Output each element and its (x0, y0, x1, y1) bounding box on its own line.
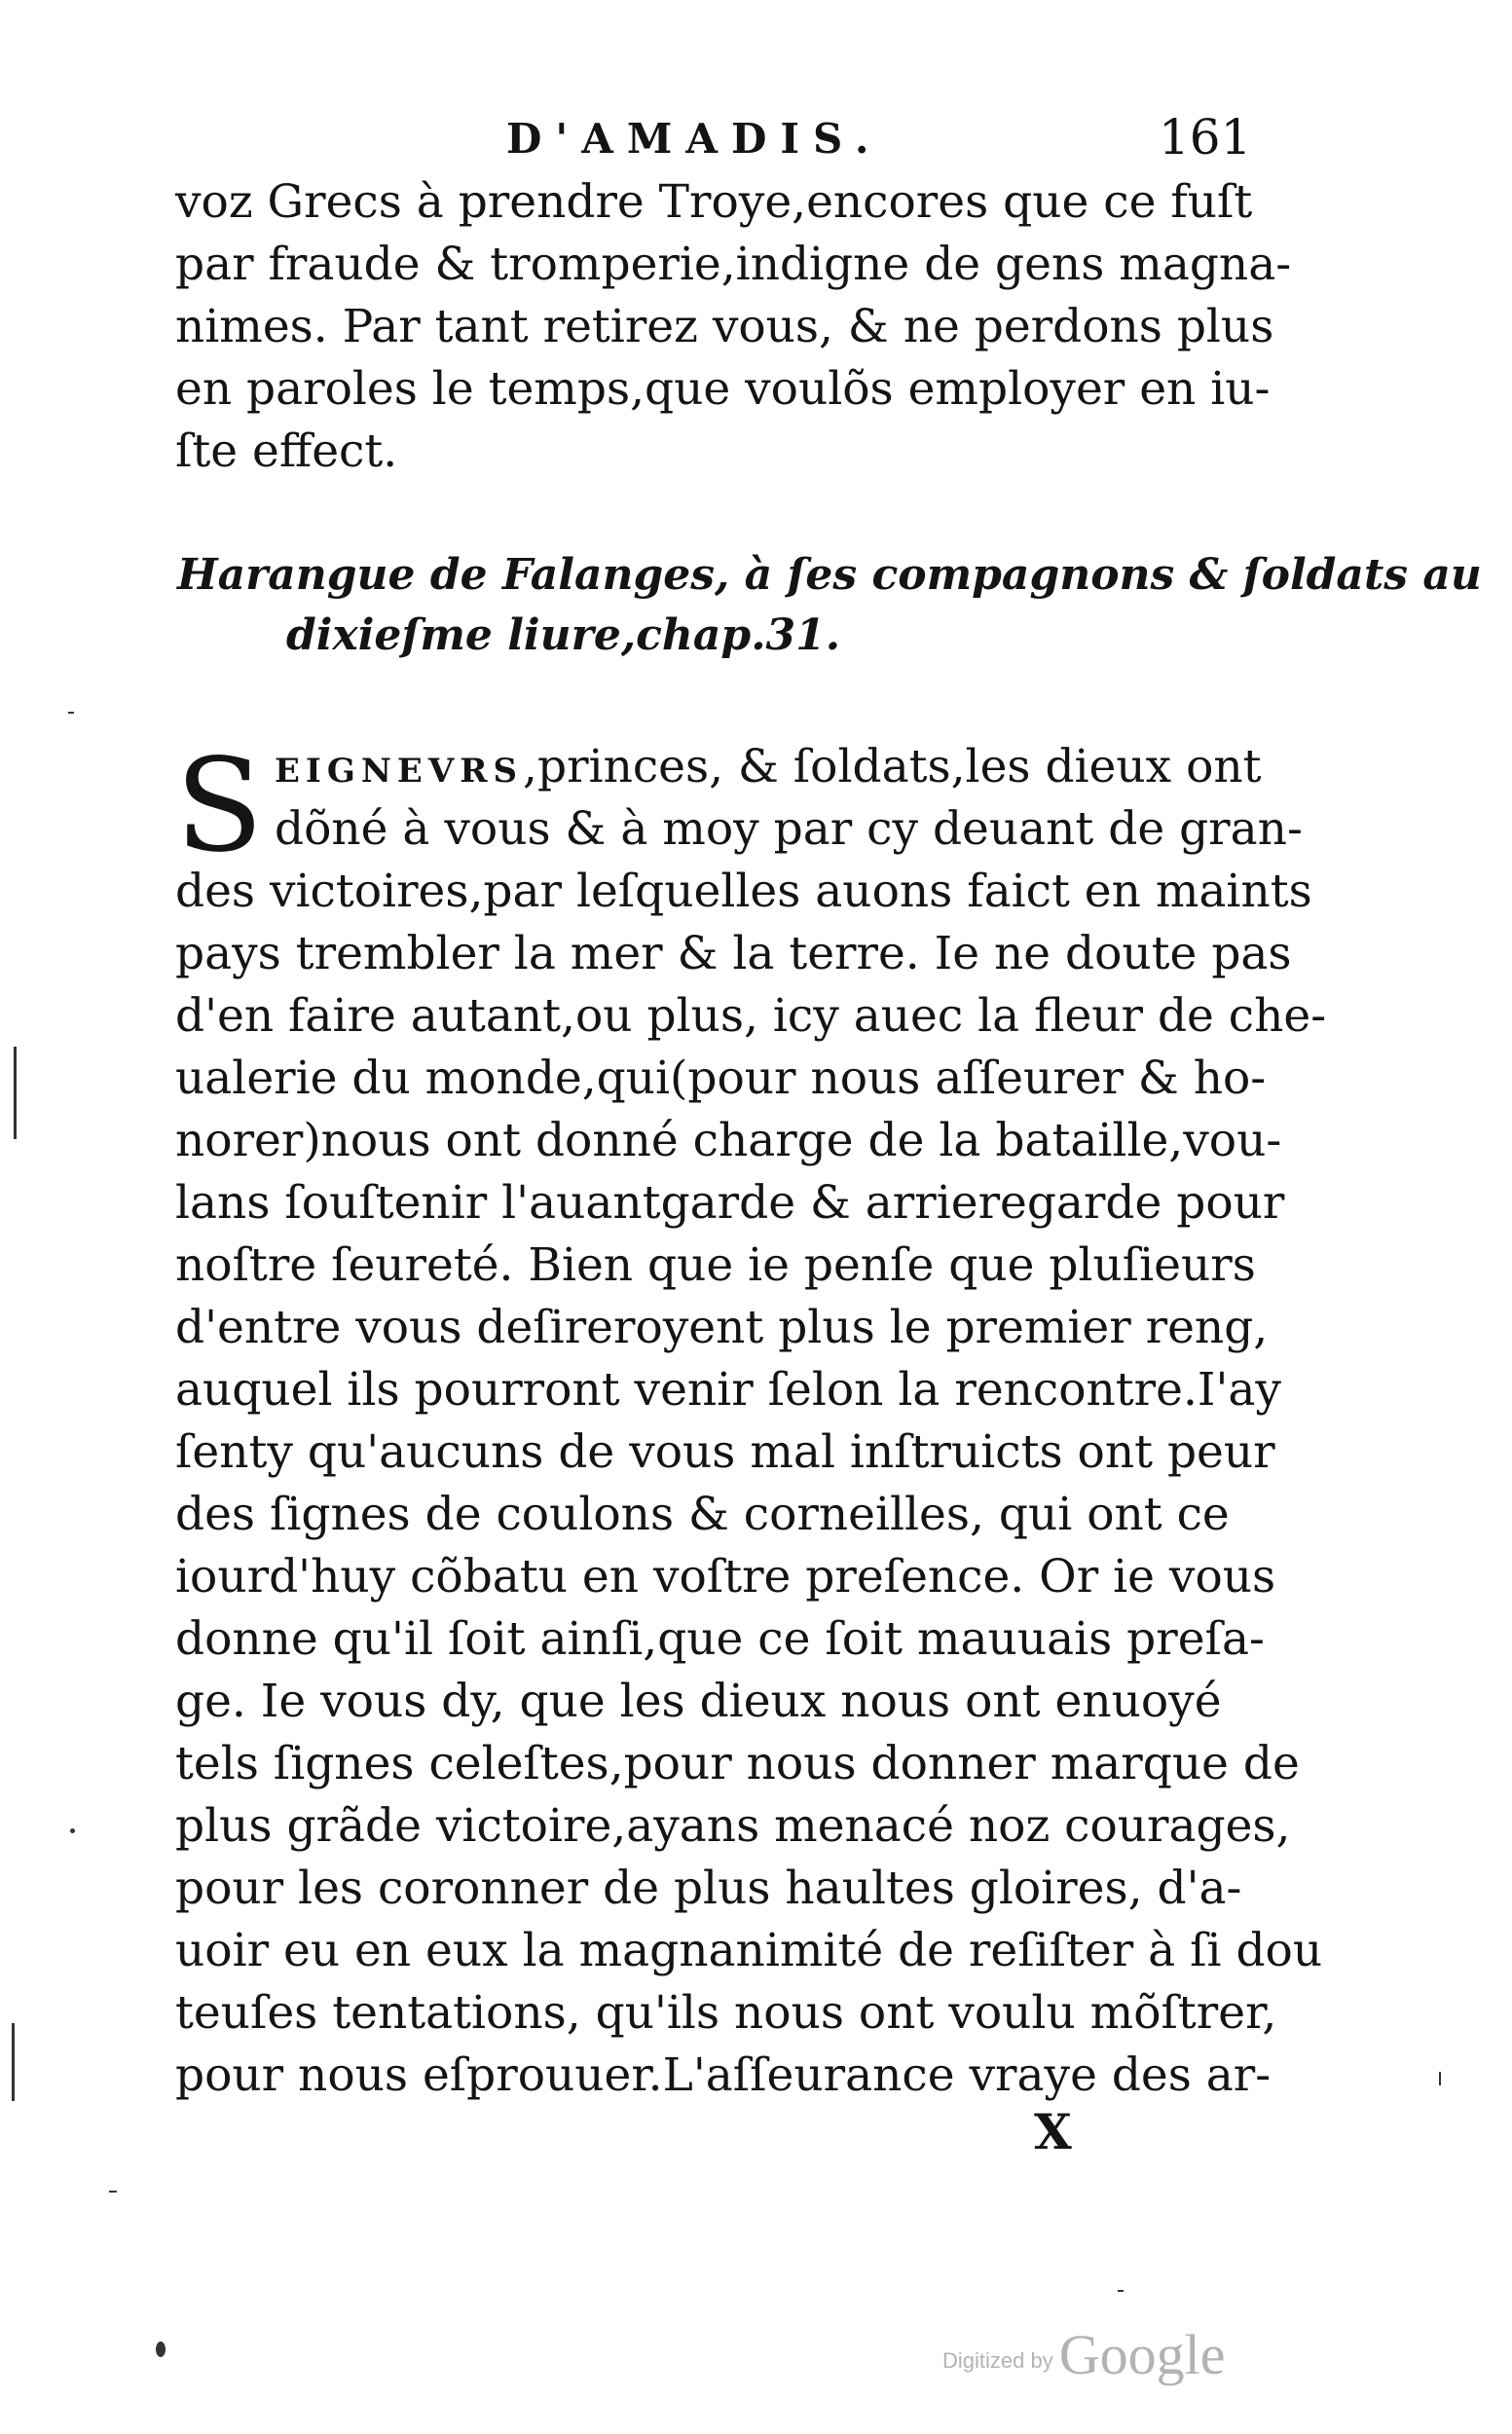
text-line: plus grãde victoire,ayans menacé noz courages, (175, 1799, 1291, 1853)
text-line: par fraude & tromperie,indigne de gens magna- (175, 238, 1292, 291)
signature-mark: X (1034, 2103, 1072, 2160)
paragraph-continuation (175, 171, 1292, 483)
text-line: uoir eu en eux la magnanimité de reſiſter à ſi dou (175, 1924, 1323, 1977)
text-line: ſte effect. (175, 424, 398, 478)
heading-line-1: Harangue de Falanges, à ſes compagnons & ſoldats au (177, 550, 1482, 600)
scan-mark (1118, 2290, 1124, 2292)
text-line: des victoires,par leſquelles auons faict en maints (175, 865, 1312, 918)
text-line: dõné à vous & à moy par cy deuant de gran- (275, 802, 1303, 856)
text-line: lans ſouſtenir l'auantgarde & arrieregarde pour (175, 1176, 1285, 1230)
text-line: teuſes tentations, qu'ils nous ont voulu mõſtrer, (175, 1986, 1277, 2040)
text-line: donne qu'il ſoit ainſi,que ce ſoit mauuais preſa- (175, 1612, 1265, 1666)
text-line: d'en faire autant,ou plus, icy auec la fleur de che- (175, 989, 1327, 1043)
text-line: pays trembler la mer & la terre. Ie ne doute pas (175, 927, 1292, 980)
scan-mark (70, 1828, 75, 1833)
heading-line-2: dixieſme liure,chap.31. (286, 610, 841, 660)
text-line: ge. Ie vous dy, que les dieux nous ont enuoyé (175, 1675, 1222, 1728)
section-heading (177, 545, 1482, 666)
text-line: des ſignes de coulons & corneilles, qui ont ce (175, 1488, 1230, 1541)
running-title: D'AMADIS. (506, 115, 883, 163)
text-line: en paroles le temps,que voulõs employer en iu- (175, 362, 1271, 416)
drop-cap: S (175, 731, 264, 881)
scan-mark (156, 2342, 166, 2357)
text-line: ualerie du monde,qui(pour nous aſſeurer & ho- (175, 1051, 1267, 1105)
text-line: pour les coronner de plus haultes gloires, d'a- (175, 1862, 1242, 1915)
small-caps-word: EIGNEVRS (275, 752, 524, 791)
text-line: tels ſignes celeſtes,pour nous donner marque de (175, 1737, 1300, 1790)
digitization-watermark (942, 2322, 1225, 2387)
scan-mark (14, 1047, 17, 1139)
page-number: 161 (1159, 109, 1252, 166)
text-line: nimes. Par tant retirez vous, & ne perdons plus (175, 300, 1274, 353)
first-line-rest: ,princes, & ſoldats,les dieux ont (523, 740, 1262, 793)
google-logo: Google (1058, 2323, 1226, 2386)
text-line: d'entre vous deſireroyent plus le premier reng, (175, 1301, 1269, 1354)
watermark-prefix: Digitized by (942, 2348, 1053, 2373)
text-line: norer)nous ont donné charge de la bataille,vou- (175, 1114, 1282, 1167)
text-line: auquel ils pourront venir ſelon la rencontre.I'ay (175, 1363, 1281, 1417)
text-line: voz Grecs à prendre Troye,encores que ce fuſt (175, 175, 1253, 229)
text-line: ſenty qu'aucuns de vous mal inſtruicts ont peur (175, 1425, 1275, 1479)
speech-paragraph (175, 731, 1327, 2107)
scan-mark (68, 712, 74, 714)
scan-mark (1439, 2072, 1441, 2085)
text-line: pour nous eſprouuer.L'aſſeurance vraye des ar- (175, 2048, 1272, 2102)
text-line: iourd'huy cõbatu en voſtre preſence. Or ie vous (175, 1550, 1276, 1604)
scan-mark (109, 2191, 117, 2193)
first-line (175, 736, 1262, 798)
text-line: noſtre ſeureté. Bien que ie penſe que pluſieurs (175, 1238, 1256, 1292)
scan-mark (12, 2023, 15, 2101)
